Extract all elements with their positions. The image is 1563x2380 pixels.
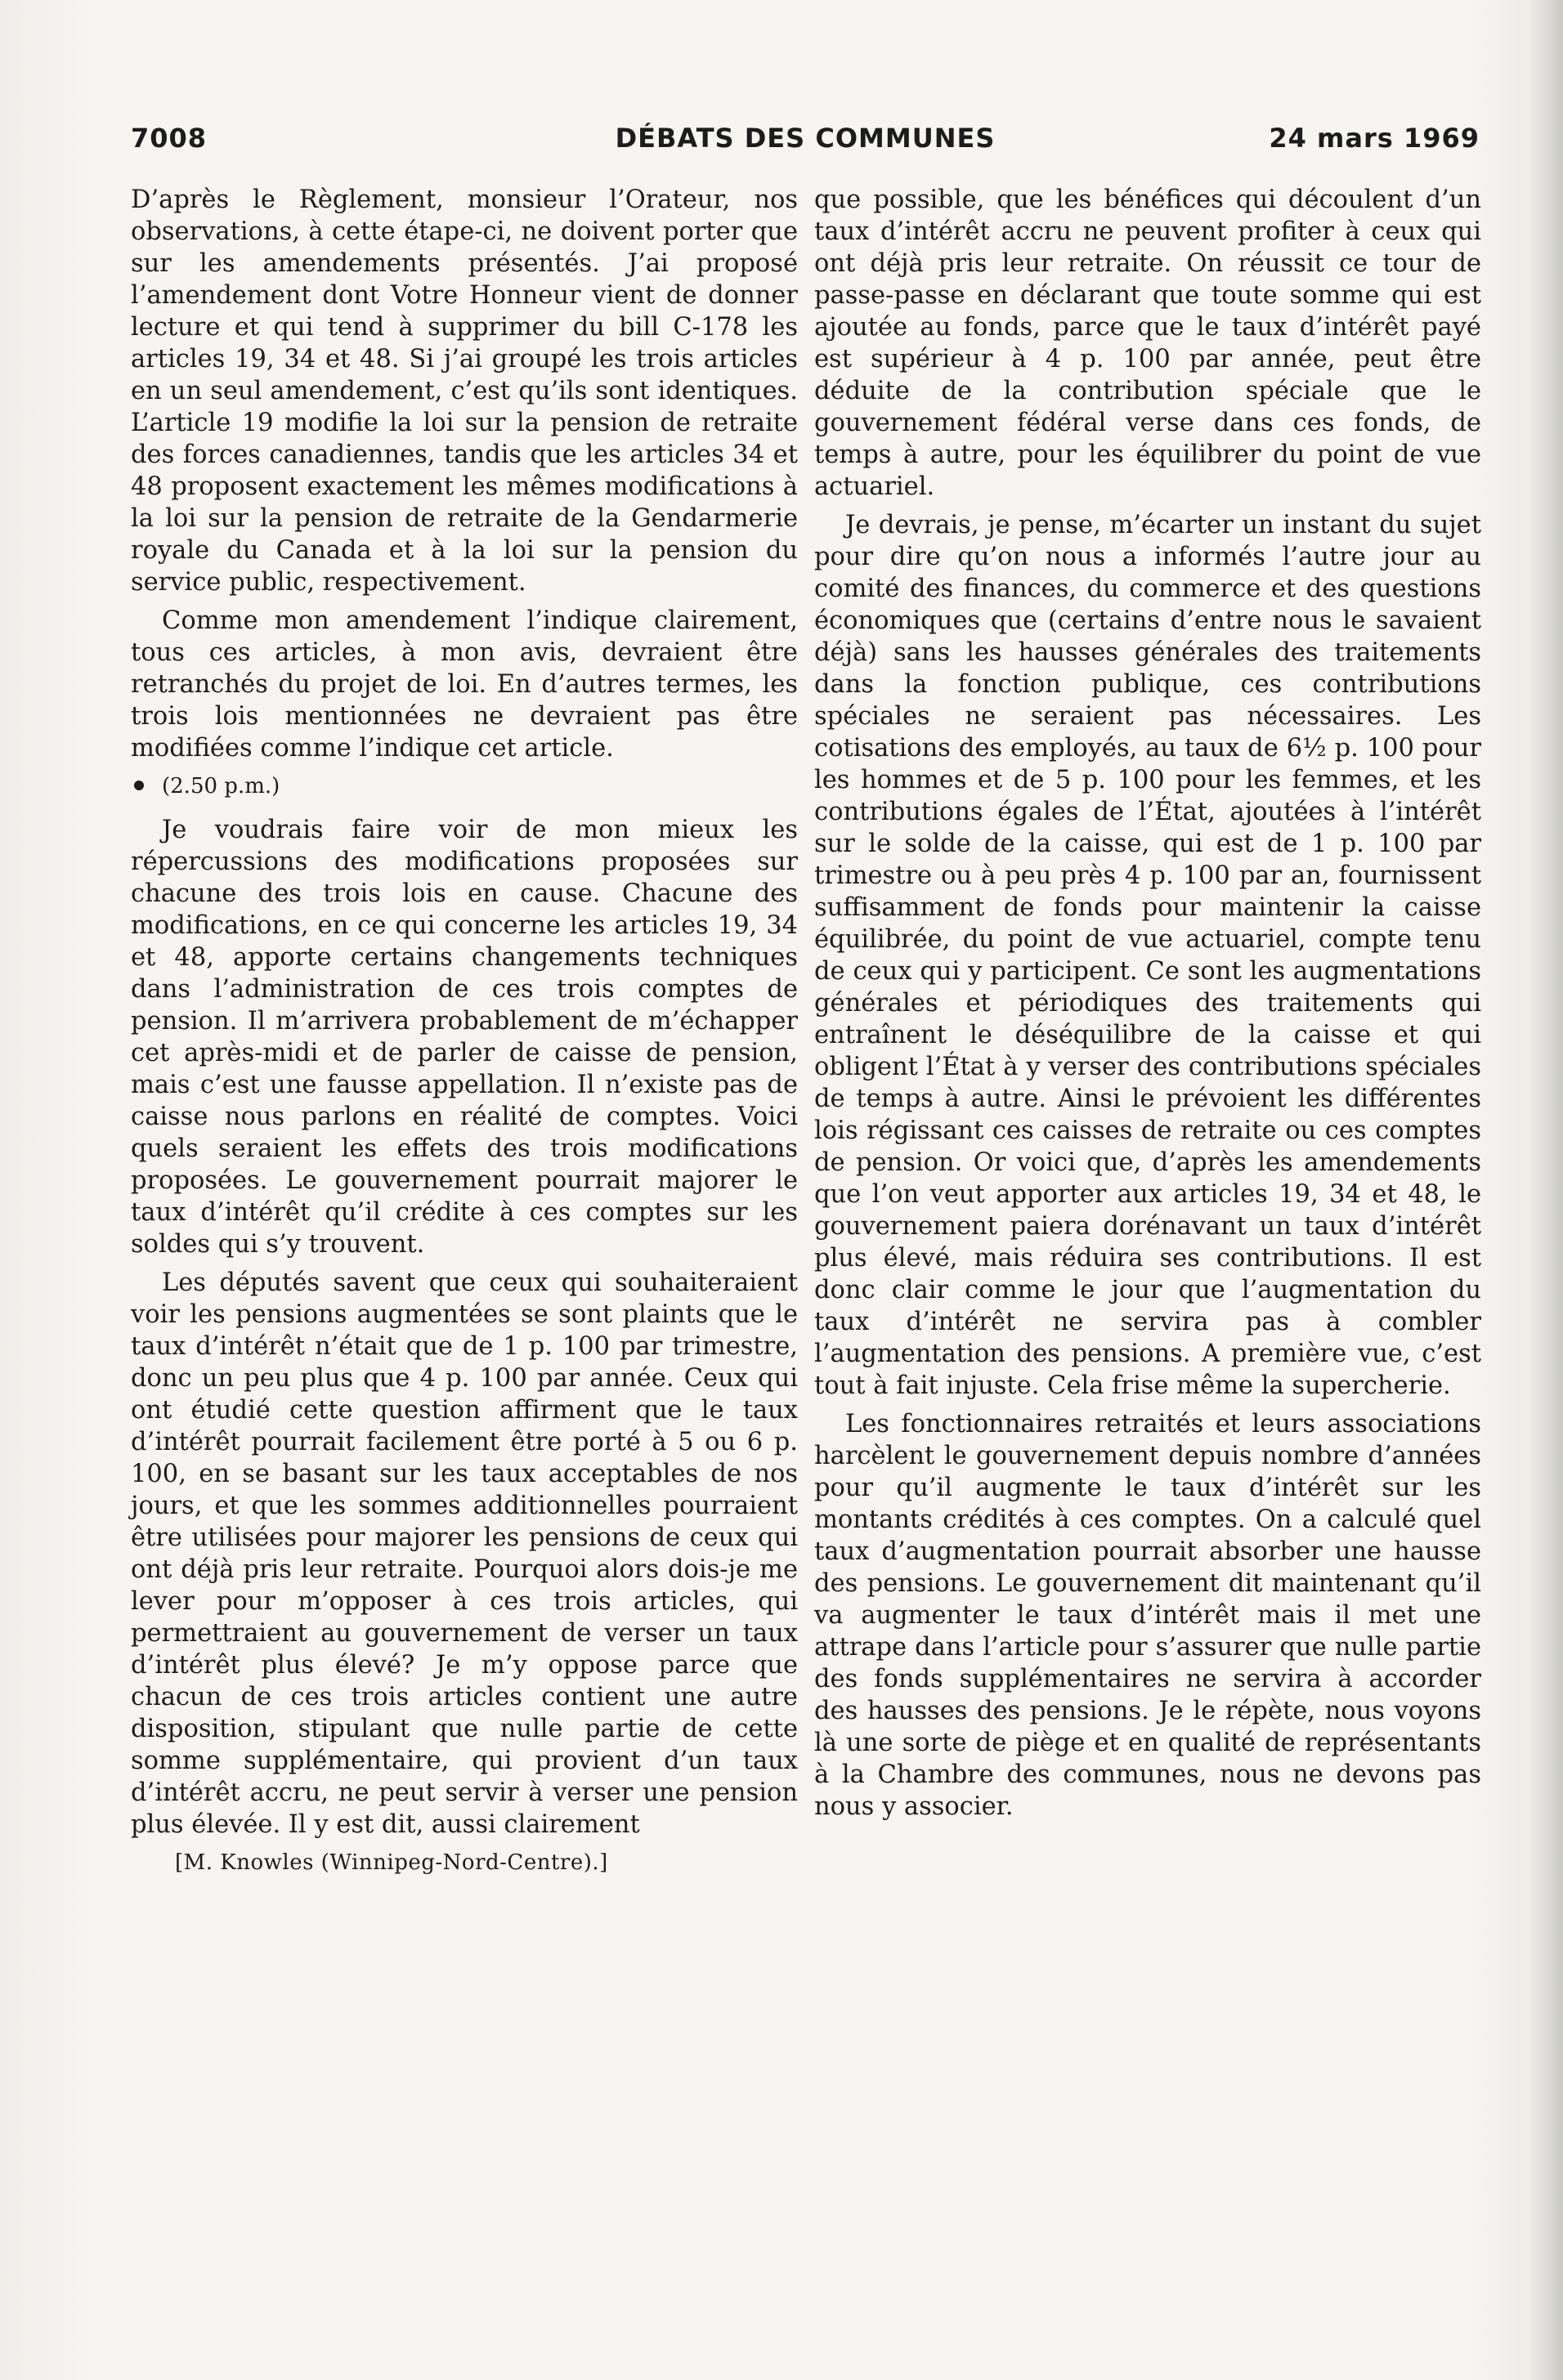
speaker-attribution: [M. Knowles (Winnipeg-Nord-Centre).]	[175, 1850, 608, 1875]
page-edge	[1530, 0, 1563, 2380]
paragraph: Les députés savent que ceux qui souhaiteraient voir les pensions augmentées se sont plaints que le taux d’intérêt n’était que de 1 p. 100 par trimestre, donc un peu plus que 4 p. 100 par année. Ceux qui ont étudié cette question affirment que le taux d’intérêt pourrait facilement être porté à 5 ou 6 p. 100, en se basant sur les taux acceptables de nos jours, et que les sommes additionnelles pourraient être utilisées pour majorer les pensions de ceux qui ont déjà pris leur retraite. Pourquoi alors dois-je me lever pour m’opposer à ces trois articles, qui permettraient au gouvernement de verser un taux d’intérêt plus élevé? Je m’y oppose parce que chacun de ces trois articles contient une autre disposition, stipulant que nulle partie de cette somme supplémentaire, qui provient d’un taux d’intérêt accru, ne peut servir à verser une pension plus élevée. Il y est dit, aussi clairement	[131, 1268, 798, 1839]
time-stamp-text: (2.50 p.m.)	[162, 774, 280, 799]
paragraph: D’après le Règlement, monsieur l’Orateur, nos observations, à cette étape-ci, ne doivent porter que sur les amendements présentés. J’ai proposé l’amendement dont Votre Honneur vient de donner lecture et qui tend à supprimer du bill C-178 les articles 19, 34 et 48. Si j’ai groupé les trois articles en un seul amendement, c’est qu’ils sont identiques. L’article 19 modifie la loi sur la pension de retraite des forces canadiennes, tandis que les articles 34 et 48 proposent exactement les mêmes modifications à la loi sur la pension de retraite de la Gendarmerie royale du Canada et à la loi sur la pension du service public, respectivement.	[131, 186, 798, 597]
paragraph: Je voudrais faire voir de mon mieux les répercussions des modifications proposées sur chacune des trois lois en cause. Chacune des modifications, en ce qui concerne les articles 19, 34 et 48, apporte certains changements techniques dans l’administration de ces trois comptes de pension. Il m’arrivera probablement de m’échapper cet après-midi et de parler de caisse de pension, mais c’est une fausse appellation. Il n’existe pas de caisse nous parlons en réalité de comptes. Voici quels seraient les effets des trois modifications proposées. Le gouvernement pourrait majorer le taux d’intérêt qu’il crédite à ces comptes sur les soldes qui s’y trouvent.	[131, 816, 798, 1259]
page-number: 7008	[131, 123, 208, 154]
paragraph: que possible, que les bénéfices qui découlent d’un taux d’intérêt accru ne peuvent profiter à ceux qui ont déjà pris leur retraite. On réussit ce tour de passe-passe en déclarant que toute somme qui est ajoutée au fonds, parce que le taux d’intérêt payé est supérieur à 4 p. 100 par année, peut être déduite de la contribution spéciale que le gouvernement fédéral verse dans ces fonds, de temps à autre, pour les équilibrer du point de vue actuariel.	[814, 186, 1481, 501]
left-column	[131, 184, 798, 1879]
right-column	[814, 184, 1481, 1829]
paragraph: Comme mon amendement l’indique clairement, tous ces articles, à mon avis, devraient être retranchés du projet de loi. En d’autres termes, les trois lois mentionnées ne devraient pas être modifiées comme l’indique cet article.	[131, 606, 798, 763]
bullet-icon	[134, 781, 144, 790]
page-title: DÉBATS DES COMMUNES	[615, 123, 996, 154]
page-date: 24 mars 1969	[1269, 123, 1480, 154]
paragraph: Les fonctionnaires retraités et leurs associations harcèlent le gouvernement depuis nombre d’années pour qu’il augmente le taux d’intérêt sur les montants crédités à ces comptes. On a calculé quel taux d’augmentation pourrait absorber une hausse des pensions. Le gouvernement dit maintenant qu’il va augmenter le taux d’intérêt mais il met une attrape dans l’article pour s’assurer que nulle partie des fonds supplémentaires ne servira à accorder des hausses des pensions. Je le répète, nous voyons là une sorte de piège et en qualité de représentants à la Chambre des communes, nous ne devons pas nous y associer.	[814, 1410, 1481, 1821]
paragraph: Je devrais, je pense, m’écarter un instant du sujet pour dire qu’on nous a informés l’autre jour au comité des finances, du commerce et des questions économiques que (certains d’entre nous le savaient déjà) sans les hausses générales des traitements dans la fonction publique, ces contributions spéciales ne seraient pas nécessaires. Les cotisations des employés, au taux de 6½ p. 100 pour les hommes et de 5 p. 100 pour les femmes, et les contributions égales de l’État, ajoutées à l’intérêt sur le solde de la caisse, qui est de 1 p. 100 par trimestre ou à peu près 4 p. 100 par an, fournissent suffisamment de fonds pour maintenir la caisse équilibrée, du point de vue actuariel, compte tenu de ceux qui y participent. Ce sont les augmentations générales et périodiques des traitements qui entraînent le déséquilibre de la caisse et qui obligent l’État à y verser des contributions spéciales de temps à autre. Ainsi le prévoient les différentes lois régissant ces caisses de retraite ou ces comptes de pension. Or voici que, d’après les amendements que l’on veut apporter aux articles 19, 34 et 48, le gouvernement paiera dorénavant un taux d’intérêt plus élevé, mais réduira ses contributions. Il est donc clair comme le jour que l’augmentation du taux d’intérêt ne servira pas à combler l’augmentation des pensions. A première vue, c’est tout à fait injuste. Cela frise même la supercherie.	[814, 511, 1481, 1400]
page-header	[131, 123, 1480, 163]
time-stamp	[131, 771, 798, 803]
